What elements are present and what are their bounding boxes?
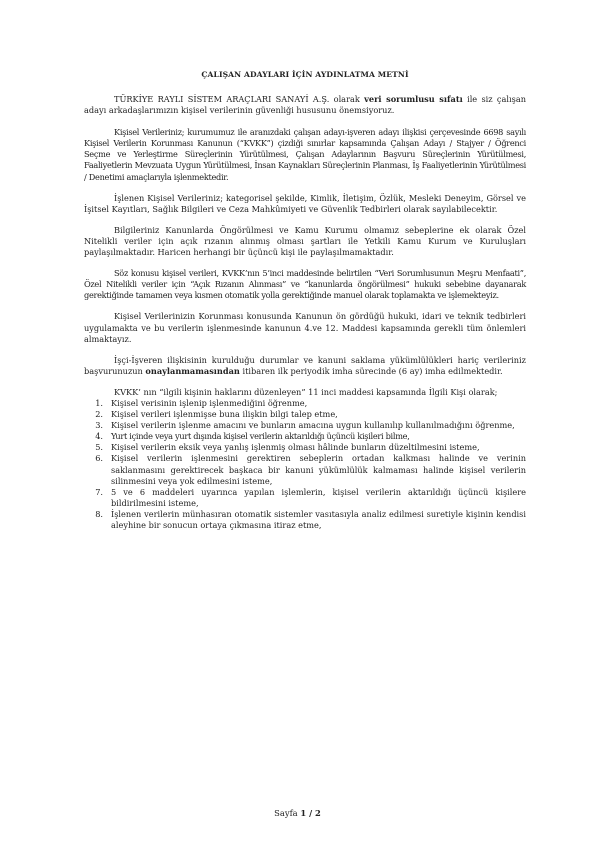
list-item-number: 3.	[95, 420, 103, 431]
data-controller-phrase: veri sorumlusu sıfatı	[364, 94, 463, 104]
list-item-text: Kişisel verileri işlenmişse buna ilişkin bilgi talep etme,	[111, 409, 338, 420]
page-label: Sayfa	[274, 808, 301, 818]
list-item-number: 1.	[95, 397, 103, 408]
list-item-text: İşlenen verilerin münhasıran otomatik sistemler vasıtasıyla analiz edilmesi suretiyle kişinin kendisi aleyhine bir sonucun ortaya çıkmasına itiraz etme,	[111, 508, 526, 530]
list-item-text: Yurt içinde veya yurt dışında kişisel verilerin aktarıldığı üçüncü kişileri bilme,	[111, 431, 410, 442]
list-item	[84, 398, 526, 409]
current-page-number: 1	[300, 808, 307, 818]
retention-text-1: İşçi-İşveren ilişkisinin kurulduğu durumlar ve kanuni saklama yükümlülükleri hariç verileriniz başvurunuzun	[84, 354, 526, 376]
intro-text-1: olarak	[329, 94, 365, 104]
list-item-number: 4.	[95, 431, 103, 442]
list-item	[84, 420, 526, 431]
rights-list	[84, 398, 526, 531]
paragraph-retention	[84, 355, 526, 377]
list-item	[84, 453, 526, 486]
total-page-number: 2	[315, 808, 321, 818]
list-item	[84, 487, 526, 509]
list-item	[84, 409, 526, 420]
paragraph-protection: Kişisel Verilerinizin Korunması konusunda Kanunun ön gördüğü hukuki, idari ve teknik tedbirleri uygulamakta ve bu verilerin işlenmesinde kanunun 4.ve 12. Maddesi kapsamında gerekli tüm önlemleri almaktayız.	[84, 311, 526, 344]
list-item	[84, 442, 526, 453]
list-item-text: 5 ve 6 maddeleri uyarınca yapılan işlemlerin, kişisel verilerin aktarıldığı üçüncü kişilere bildirilmesini isteme,	[111, 486, 526, 508]
list-item	[84, 509, 526, 531]
intro-paragraph	[84, 94, 526, 116]
list-item-text: Kişisel verisinin işlenip işlenmediğini öğrenme,	[111, 397, 308, 408]
list-item-number: 7.	[95, 486, 103, 497]
page-separator: /	[306, 808, 316, 818]
company-name: TÜRKİYE RAYLI SİSTEM ARAÇLARI SANAYİ A.Ş.	[114, 94, 330, 104]
list-item-number: 5.	[95, 442, 103, 453]
intro-text-2: ile siz çalışan adayı arkadaşlarımızın kişisel verilerinin güvenliği hususunu önemsiyoruz.	[84, 94, 526, 116]
list-item-text: Kişisel verilerin işlenmesini gerektiren sebeplerin ortadan kalkması halinde ve verinin saklanmasını gerektirecek başkaca bir kanuni yükümlülük kalmaması halinde kişisel verilerin silinmesini veya yok edilmesini isteme,	[111, 453, 526, 486]
list-item-number: 8.	[95, 508, 103, 519]
retention-text-2: itibaren ilk periyodik imha sürecinde (6 ay) imha edilmektedir.	[239, 365, 503, 376]
list-item-number: 2.	[95, 409, 103, 420]
list-item-number: 6.	[95, 453, 103, 464]
paragraph-data-categories: İşlenen Kişisel Verileriniz; kategorisel şekilde, Kimlik, İletişim, Özlük, Mesleki Deneyim, Görsel ve İşitsel Kayıtları, Sağlık Bilgileri ve Ceza Mahkûmiyeti ve Güvenlik Tedbirleri olarak sayılabilecektir.	[84, 192, 526, 214]
paragraph-purpose: Kişisel Verileriniz; kurumumuz ile aranızdaki çalışan adayı-işveren adayı ilişkisi çerçevesinde 6698 sayılı Kişisel Verilerin Korunması Kanunun (“KVKK”) çizdiği sınırlar kapsamında Çalışan Adayı / Stajyer / Öğrenci Seçme ve Yerleştirme Süreçlerinin Yürütülmesi, Çalışan Adaylarının Başvuru Süreçlerinin Yürütülmesi, Faaliyetlerin Mevzuata Uygun Yürütülmesi, İnsan Kaynakları Süreçlerinin Planması, İş Faaliyetlerinin Yürütülmesi / Denetimi amaçlarıyla işlenmektedir.	[84, 127, 526, 182]
retention-bold: onaylanmamasından	[145, 365, 240, 376]
document-page	[84, 70, 526, 531]
list-item-text: Kişisel verilerin işlenme amacını ve bunların amacına uygun kullanılıp kullanılmadığını öğrenme,	[111, 420, 515, 431]
page-footer	[0, 808, 595, 818]
list-item	[84, 431, 526, 442]
document-title: ÇALIŞAN ADAYLARI İÇİN AYDINLATMA METNİ	[201, 70, 409, 79]
paragraph-legal-basis: Söz konusu kişisel verileri, KVKK’nın 5’inci maddesinde belirtilen “Veri Sorumlusunun Meşru Menfaati”, Özel Nitelikli veriler için “Açık Rızanın Alınması” ve “kanunlarda öngörülmesi” hukuki sebebine dayanarak gerektiğinde tamamen veya kısmen otomatik yolla gerektiğinde manuel olarak toplamakta ve işlemekteyiz.	[84, 268, 526, 301]
rights-lead: KVKK’ nın “ilgili kişinin haklarını düzenleyen” 11 inci maddesi kapsamında İlgili Kişi olarak;	[114, 386, 498, 397]
list-item-text: Kişisel verilerin eksik veya yanlış işlenmiş olması hâlinde bunların düzeltilmesini isteme,	[111, 442, 480, 453]
paragraph-sharing: Bilgileriniz Kanunlarda Öngörülmesi ve Kamu Kurumu olmamız sebeplerine ek olarak Özel Nitelikli veriler için açık rızanın alınmış olması şartları ile Yetkili Kamu Kurum ve Kuruluşları paylaşılmaktadır. Haricen herhangi bir üçüncü kişi ile paylaşılmamaktadır.	[84, 224, 526, 258]
